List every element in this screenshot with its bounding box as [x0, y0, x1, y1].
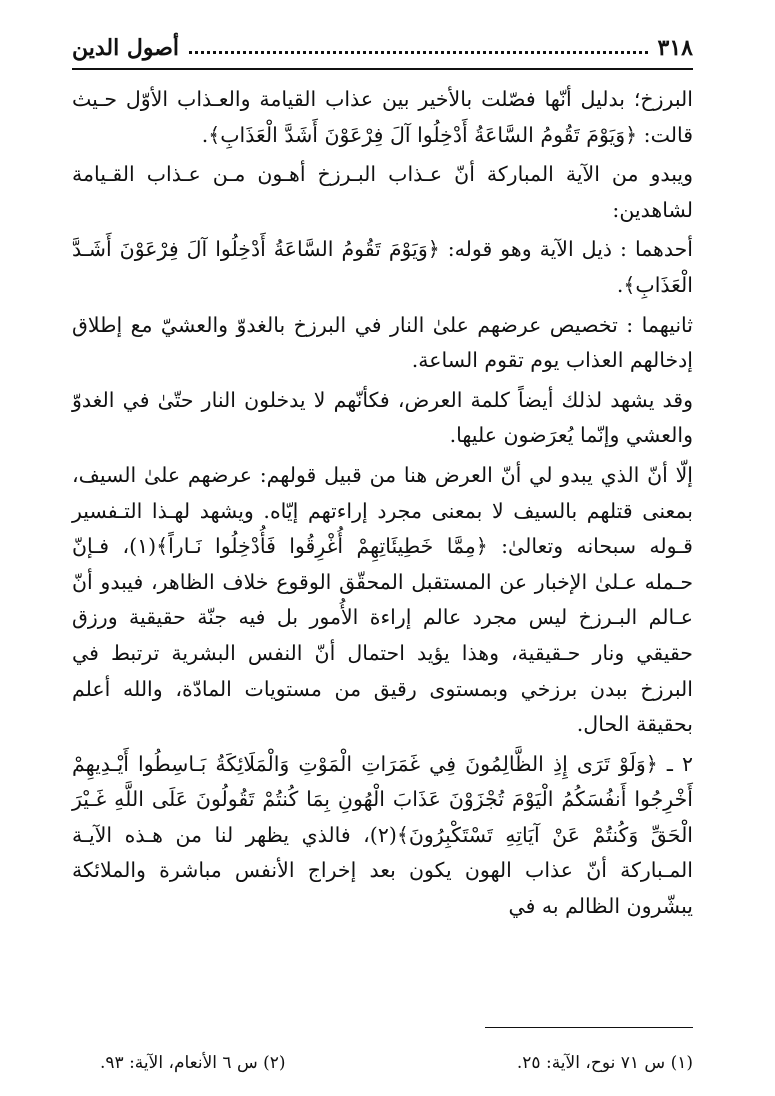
book-title: أصول الدين — [72, 35, 180, 61]
footnote-2: (٢) س ٦ الأنعام، الآية: ٩٣. — [100, 1053, 286, 1073]
paragraph: ويبدو من الآية المباركة أنّ عـذاب البـرزخ أهـون مـن عـذاب القـيامة لشاهدين: — [72, 162, 693, 222]
main-text — [72, 82, 693, 925]
header-leader-dots — [189, 51, 648, 54]
page-header — [72, 28, 693, 70]
footnote-divider — [485, 1027, 693, 1028]
paragraph: ثانيهما : تخصيص عرضهم علىٰ النار في البرزخ بالغدوّ والعشيّ مع إطلاق إدخالهم العذاب يوم تقوم الساعة. — [72, 312, 693, 373]
paragraph: البرزخ؛ بدليل أنّها فصّلت بالأخير بين عذاب القيامة والعـذاب الأوّل حـيث قالت: ﴿وَيَوْمَ تَقُومُ السَّاعَةُ أَدْخِلُوا آلَ فِرْعَوْنَ أَشَدَّ الْعَذَابِ﴾. — [72, 87, 693, 147]
footnote-1: (١) س ٧١ نوح، الآية: ٢٥. — [516, 1053, 693, 1073]
paragraph: وقد يشهد لذلك أيضاً كلمة العرض، فكأنّهم لا يدخلون النار حتّىٰ في الغدوّ والعشي وإنّما يُعرَضون عليها. — [72, 387, 693, 448]
page-number: ٣١٨ — [657, 35, 693, 61]
paragraph: ٢ ـ ﴿وَلَوْ تَرَى إِذِ الظَّالِمُونَ فِي غَمَرَاتِ الْمَوْتِ وَالْمَلَائِكَةُ بَـاسِطُوا أَيْـدِيهِمْ أَخْرِجُوا أَنفُسَكُمُ الْيَوْمَ تُجْزَوْنَ عَذَابَ الْهُونِ بِمَا كُنتُمْ تَقُولُونَ عَلَى اللَّهِ غَـيْرَ الْحَقِّ وَكُنتُمْ عَنْ آيَاتِهِ تَسْتَكْبِرُونَ﴾(٢)، فالذي يظهر لنا من هـذه الآيـة المـباركة أنّ عذاب الهون يكون بعد إخراج الأنفس مباشرة والملائكة يبشّرون الظالم به في — [72, 751, 694, 919]
paragraph: أحدهما : ذيل الآية وهو قوله: ﴿وَيَوْمَ تَقُومُ السَّاعَةُ أَدْخِلُوا آلَ فِرْعَوْنَ أَشَـدَّ الْعَذَابِ﴾. — [72, 237, 693, 297]
footnotes — [100, 1048, 693, 1078]
paragraph: إلّا أنّ الذي يبدو لي أنّ العرض هنا من قبيل قولهم: عرضهم علىٰ السيف، بمعنى قتلهم بالسيف لا بمعنى مجرد إراءتهم إيّاه. ويشهد لهـذا التـفسير قـوله سبحانه وتعالىٰ: ﴿مِمَّا خَطِيئَاتِهِمْ أُغْرِقُوا فَأُدْخِلُوا نَـاراً﴾(١)، فـإنّ حـمله عـلىٰ الإخبار عن المستقبل المحقّق الوقوع خلاف الظاهر، فيبدو أنّ عـالم البـرزخ ليس مجرد عالم إراءة الأُمور بل فيه جنّة حقيقية ورزق حقيقي ونار حـقيقية، وهذا يؤيد احتمال أنّ النفس البشرية ترتبط في البرزخ ببدن برزخي وبمستوى رقيق من مستويات المادّة، والله أعلم بحقيقة الحال. — [72, 462, 693, 737]
